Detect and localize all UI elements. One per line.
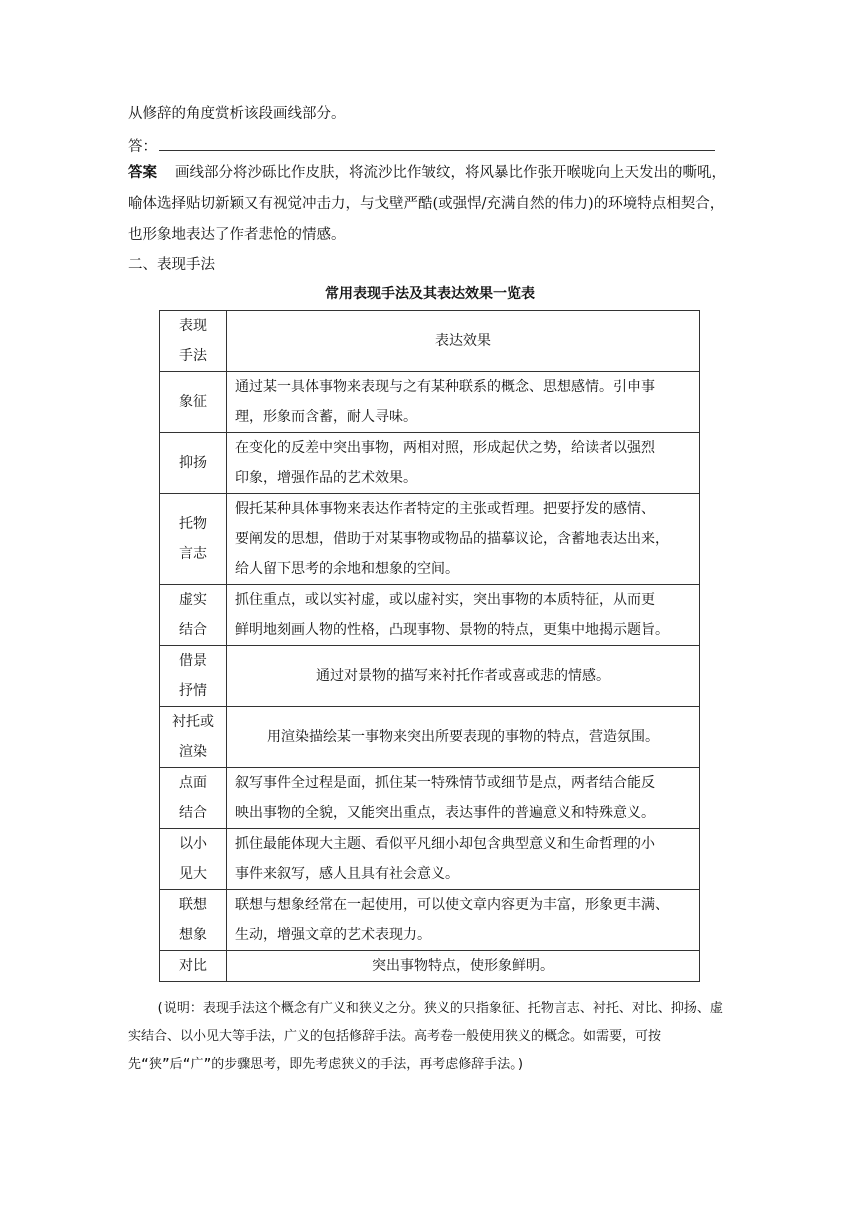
table-row bbox=[160, 646, 700, 707]
answer-label: 答案 bbox=[128, 164, 157, 181]
table-row bbox=[160, 829, 700, 890]
note-paragraph: (说明：表现手法这个概念有广义和狭义之分。狭义的只指象征、托物言志、衬托、对比、抑扬、虚实结合、以小见大等手法，广义的包括修辞手法。高考卷一般使用狭义的概念。如需要，可按先“狭”后“广”的步骤思考，即先考虑狭义的手法，再考虑修辞手法。) bbox=[128, 1001, 723, 1072]
answer-text: 画线部分将沙砾比作皮肤，将流沙比作皱纹，将风暴比作张开喉咙向上天发出的嘶吼， bbox=[175, 165, 726, 181]
technique-name: 衬托或 渲染 bbox=[160, 707, 227, 768]
table-row bbox=[160, 494, 700, 585]
table-row bbox=[160, 951, 700, 982]
answer-text-line-1 bbox=[128, 163, 726, 183]
technique-name: 虚实 结合 bbox=[160, 585, 227, 646]
technique-effect: 突出事物特点，使形象鲜明。 bbox=[227, 951, 700, 982]
technique-name: 点面 结合 bbox=[160, 768, 227, 829]
technique-effect: 抓住重点，或以实衬虚，或以虚衬实，突出事物的本质特征，从而更 鲜明地刻画人物的性格，凸现事物、景物的特点，更集中地揭示题旨。 bbox=[227, 585, 700, 646]
technique-name: 以小 见大 bbox=[160, 829, 227, 890]
technique-effect: 在变化的反差中突出事物，两相对照，形成起伏之势，给读者以强烈 印象，增强作品的艺术效果。 bbox=[227, 433, 700, 494]
question-prompt: 从修辞的角度赏析该段画线部分。 bbox=[128, 106, 346, 122]
technique-effect: 通过对景物的描写来衬托作者或喜或悲的情感。 bbox=[227, 646, 700, 707]
table-title: 常用表现手法及其表达效果一览表 bbox=[325, 286, 535, 302]
answer-line bbox=[128, 136, 715, 157]
technique-name: 借景 抒情 bbox=[160, 646, 227, 707]
table-row bbox=[160, 433, 700, 494]
technique-effect: 叙写事件全过程是面，抓住某一特殊情节或细节是点，两者结合能反 映出事物的全貌，又能突出重点，表达事件的普遍意义和特殊意义。 bbox=[227, 768, 700, 829]
header-technique: 表现 手法 bbox=[160, 311, 227, 372]
technique-name: 托物 言志 bbox=[160, 494, 227, 585]
table-row bbox=[160, 890, 700, 951]
table-row bbox=[160, 707, 700, 768]
header-effect: 表达效果 bbox=[227, 311, 700, 372]
answer-text-line-3: 也形象地表达了作者悲怆的情感。 bbox=[128, 227, 346, 243]
answer-blank bbox=[159, 136, 715, 151]
technique-effect: 通过某一具体事物来表现与之有某种联系的概念、思想感情。引申事 理，形象而含蓄，耐人寻味。 bbox=[227, 372, 700, 433]
section-heading: 二、表现手法 bbox=[128, 257, 215, 273]
technique-effect: 用渲染描绘某一事物来突出所要表现的事物的特点，营造氛围。 bbox=[227, 707, 700, 768]
technique-name: 象征 bbox=[160, 372, 227, 433]
table-row bbox=[160, 768, 700, 829]
answer-prefix: 答： bbox=[128, 139, 157, 155]
table-row bbox=[160, 372, 700, 433]
technique-effect: 假托某种具体事物来表达作者特定的主张或哲理。把要抒发的感情、 要阐发的思想，借助于对某事物或物品的描摹议论，含蓄地表达出来， 给人留下思考的余地和想象的空间。 bbox=[227, 494, 700, 585]
answer-text-line-2: 喻体选择贴切新颖又有视觉冲击力，与戈壁严酷(或强悍/充满自然的伟力)的环境特点相契合， bbox=[128, 196, 725, 212]
technique-effect: 联想与想象经常在一起使用，可以使文章内容更为丰富，形象更丰满、 生动，增强文章的艺术表现力。 bbox=[227, 890, 700, 951]
table-header-row bbox=[160, 311, 700, 372]
technique-name: 对比 bbox=[160, 951, 227, 982]
technique-name: 联想 想象 bbox=[160, 890, 227, 951]
technique-name: 抑扬 bbox=[160, 433, 227, 494]
table-row bbox=[160, 585, 700, 646]
techniques-table bbox=[159, 310, 700, 982]
technique-effect: 抓住最能体现大主题、看似平凡细小却包含典型意义和生命哲理的小 事件来叙写，感人且具有社会意义。 bbox=[227, 829, 700, 890]
